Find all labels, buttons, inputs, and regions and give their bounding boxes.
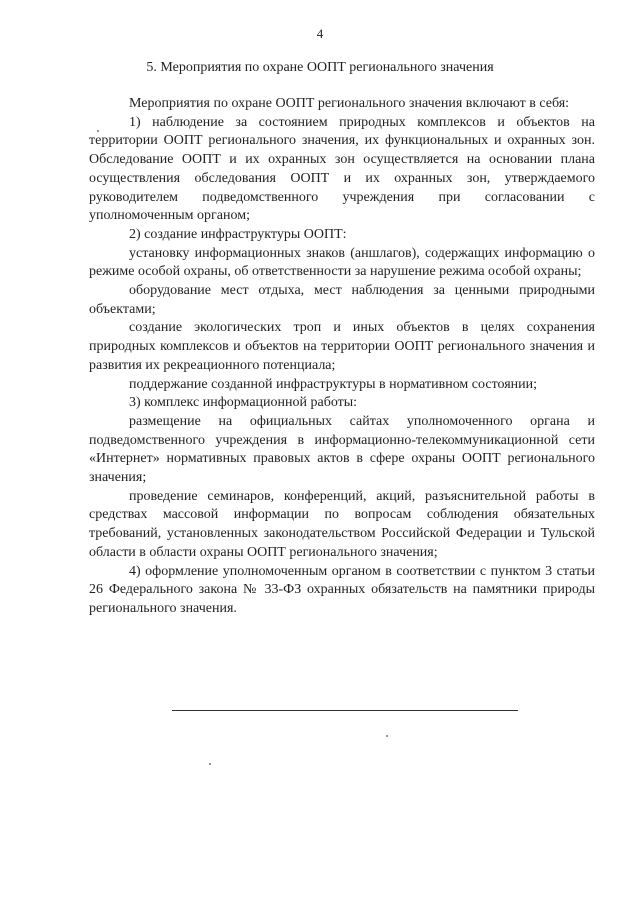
section-title: 5. Мероприятия по охране ООПТ регионального значения xyxy=(146,60,494,75)
intro-paragraph: Мероприятия по охране ООПТ регионального значения включают в себя: xyxy=(129,96,570,111)
scan-speck xyxy=(209,763,211,765)
subitem-maintenance: поддержание созданной инфраструктуры в нормативном состоянии; xyxy=(129,376,538,392)
item-1-observation: 1) наблюдение за состоянием природных комплексов и объектов на территории ООПТ регионального значения, их функциональных и охранных зон. Обследование ООПТ и их охранных зон осуществляется на основании плана осуществления обследования ООПТ и их охранных зон, утверждаемого руководителем подведомственного учреждения при согласовании с уполномоченным органом; xyxy=(89,114,595,224)
subitem-publication: размещение на официальных сайтах уполномоченного органа и подведомственного учреждения в информационно-телекоммуникационной сети «Интернет» нормативных правовых актов в сфере охраны ООПТ регионального значения; xyxy=(89,413,595,486)
scan-speck xyxy=(386,735,388,737)
page-number: 4 xyxy=(316,26,324,41)
end-separator-line xyxy=(172,710,518,711)
item-2-infrastructure: 2) создание инфраструктуры ООПТ: xyxy=(129,226,347,242)
subitem-rest-places: оборудование мест отдыха, мест наблюдения за ценными природными объектами; xyxy=(89,283,595,317)
subitem-eco-trails: создание экологических троп и иных объектов в целях сохранения природных комплексов и объектов на территории ООПТ регионального значения и развития их рекреационного потенциала; xyxy=(89,320,595,373)
section-body xyxy=(89,95,595,619)
scan-speck xyxy=(97,130,99,132)
item-3-information: 3) комплекс информационной работы: xyxy=(129,395,358,411)
subitem-signs: установку информационных знаков (аншлагов), содержащих информацию о режиме особой охраны, об ответственности за нарушение режима особой охраны; xyxy=(89,245,595,280)
subitem-seminars: проведение семинаров, конференций, акций, разъяснительной работы в средствах массовой информации по вопросам соблюдения обязательных требований, установленных законодательством Российской Федерации и Тульской области в области охраны ООПТ регионального значения; xyxy=(89,488,595,560)
item-4-obligations: 4) оформление уполномоченным органом в соответствии с пунктом 3 статьи 26 Федерального закона № 33-ФЗ охранных обязательств на памятники природы регионального значения. xyxy=(89,563,595,616)
